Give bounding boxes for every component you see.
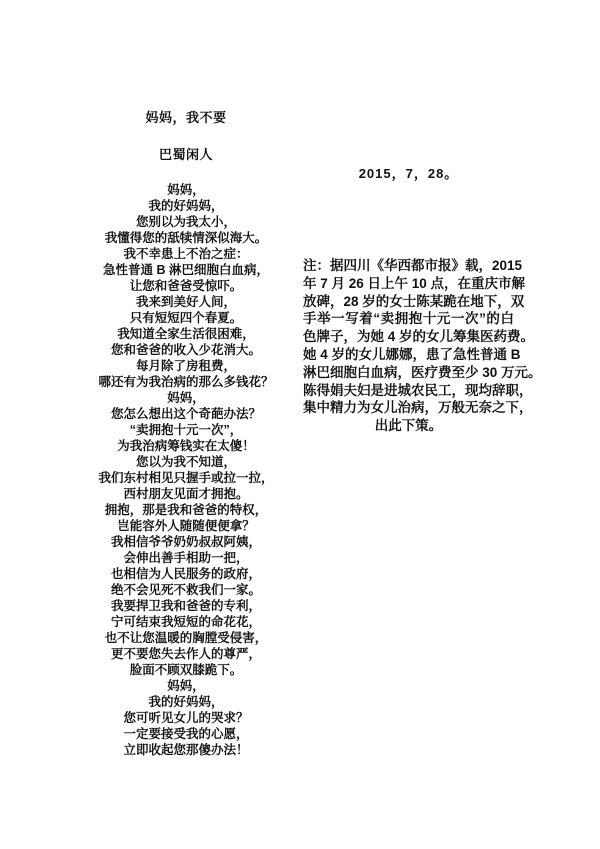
note-line: 她 4 岁的女儿娜娜，患了急性普通 B <box>303 346 521 362</box>
poem-line: 拥抱，那是我和爸爸的特权， <box>104 503 268 517</box>
poem-line: 宁可结束我短短的命花花， <box>110 615 261 629</box>
poem-line: 我来到美好人间， <box>135 295 236 309</box>
poem-body <box>40 182 332 758</box>
poem-line: 绝不会见死不救我们一家。 <box>110 583 261 597</box>
poem-line: 我们东村相见只握手或拉一拉， <box>98 471 274 485</box>
poem-line: 岂能容外人随随便便拿？ <box>117 519 255 533</box>
poem-line: 哪还有为我治病的那么多钱花？ <box>98 375 274 389</box>
note-column <box>303 166 542 434</box>
note-line: 注：据四川《华西都市报》载，2015 <box>303 258 523 273</box>
poem-line: 我的好妈妈， <box>148 199 224 213</box>
poem-line: 我知道全家生活很困难， <box>117 327 255 341</box>
poem-line: 急性普通 B 淋巴细胞白血病， <box>103 263 269 277</box>
poem-line: “卖拥抱十元一次”， <box>129 423 243 437</box>
poem-line: 我相信爷爷奶奶叔叔阿姨， <box>110 535 261 549</box>
poem-line: 您可听见女儿的哭求？ <box>123 711 249 725</box>
poem-line: 为我治病筹钱实在太傻！ <box>117 439 255 453</box>
poem-line: 您以为我不知道， <box>135 455 236 469</box>
poem-line: 只有短短四个春夏。 <box>129 311 243 325</box>
poem-line: 每月除了房租费， <box>135 359 236 373</box>
note-line: 手举一写着“卖拥抱十元一次”的白 <box>303 311 514 327</box>
note-body <box>303 257 542 435</box>
poem-line: 也相信为人民服务的政府， <box>110 567 261 581</box>
poem-line: 我懂得您的舐犊情深似海大。 <box>104 231 268 245</box>
poem-line: 更不要您失去作人的尊严， <box>110 647 261 661</box>
poem-line: 妈妈， <box>167 391 205 405</box>
poem-line: 您别以为我太小， <box>135 215 236 229</box>
poem-line: 一定要接受我的心愿， <box>123 727 249 741</box>
poem-line: 妈妈， <box>167 679 205 693</box>
poem-line: 我要捍卫我和爸爸的专利， <box>110 599 261 613</box>
poem-line: 也不让您温暖的胸膛受侵害， <box>104 631 268 645</box>
note-line: 年 7 月 26 日上午 10 点，在重庆市解 <box>303 275 526 291</box>
note-line: 淋巴细胞白血病，医疗费至少 30 万元。 <box>303 364 542 380</box>
author-name: 巴蜀闲人 <box>158 147 213 162</box>
note-lines <box>303 257 542 417</box>
poem-line: 妈妈， <box>167 183 205 197</box>
poem-line: 您怎么想出这个奇葩办法？ <box>110 407 261 421</box>
poem-line: 让您和爸爸受惊吓。 <box>129 279 243 293</box>
poem-line: 立即收起您那傻办法！ <box>123 743 249 757</box>
poem-line: 脸面不顾双膝跪下。 <box>129 663 243 677</box>
note-last-line: 出此下策。 <box>374 418 443 434</box>
note-line: 色牌子，为她 4 岁的女儿筹集医药费。 <box>303 329 535 345</box>
page-title: 妈妈，我不要 <box>145 110 227 125</box>
note-line: 陈得娟夫妇是进城农民工，现均辞职， <box>303 382 533 398</box>
note-line: 放碑，28 岁的女士陈某跪在地下，双 <box>303 293 525 309</box>
date-text: 2015，7，28。 <box>358 166 459 181</box>
poem-line: 西村朋友见面才拥抱。 <box>123 487 249 501</box>
poem-line: 您和爸爸的收入少花消大。 <box>110 343 261 357</box>
poem-column <box>40 110 332 757</box>
poem-line: 我不幸患上不治之症： <box>123 247 249 261</box>
poem-line: 我的好妈妈， <box>148 695 224 709</box>
note-line: 集中精力为女儿治病，万般无奈之下， <box>303 400 533 416</box>
poem-line: 会伸出善手相助一把， <box>123 551 249 565</box>
